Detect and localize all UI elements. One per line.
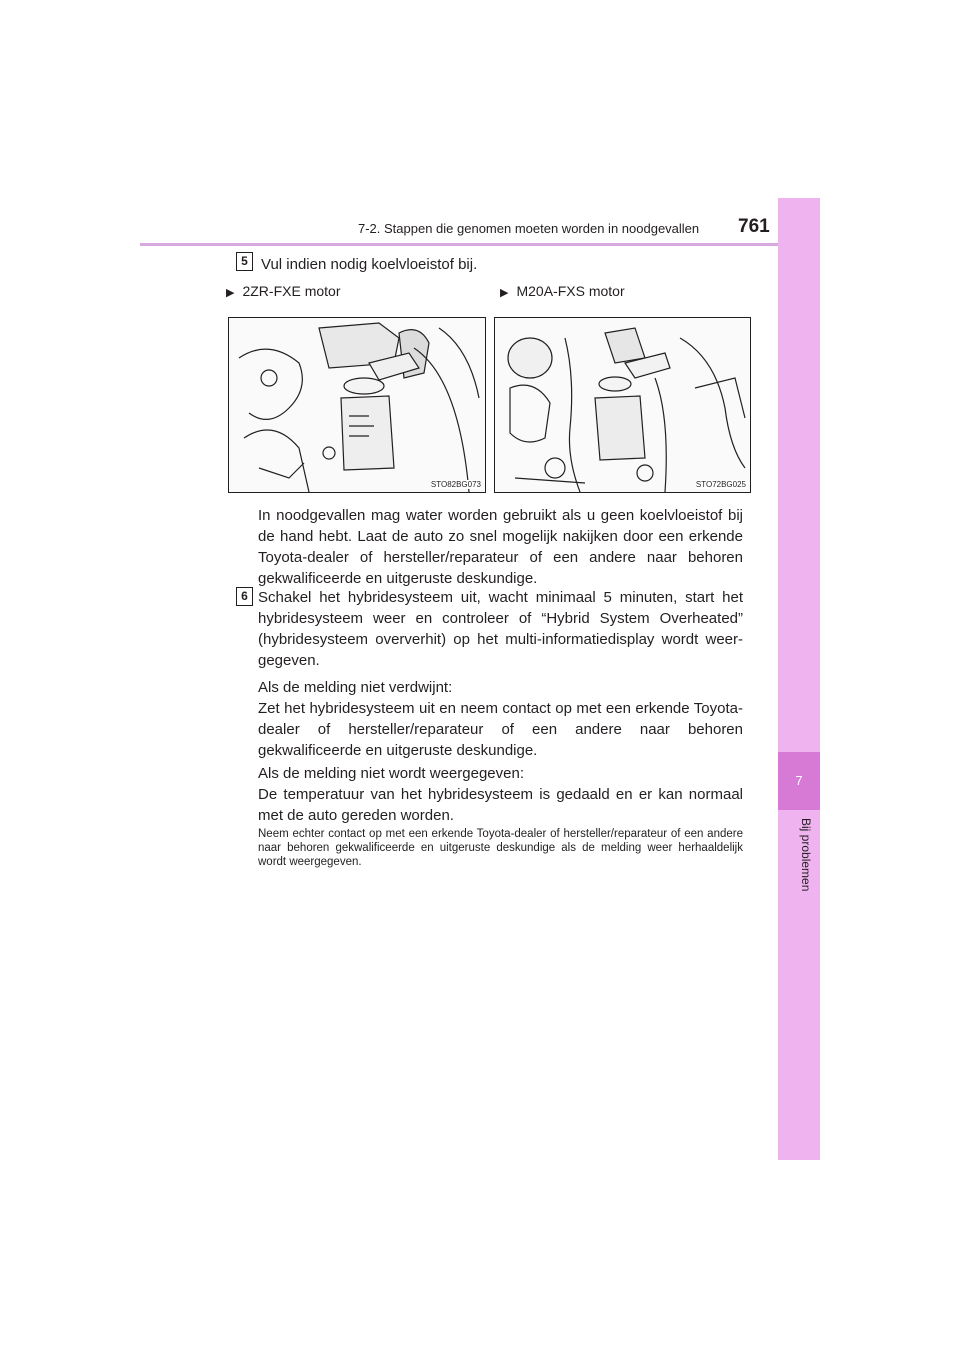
- chapter-label: Bij problemen: [799, 818, 813, 892]
- page-number: 761: [738, 216, 770, 237]
- figure-2zr-fxe-illustration: [228, 317, 486, 493]
- figure-2-code: STO72BG025: [695, 480, 746, 489]
- figure-1-caption: [226, 283, 340, 299]
- figure-1-caption-text: 2ZR-FXE motor: [242, 283, 341, 299]
- figure-1-code: STO82BG073: [430, 480, 481, 489]
- figure-2-caption: [500, 283, 625, 299]
- triangle-right-icon: ▶: [500, 287, 509, 299]
- figure-m20a-fxs-illustration: [494, 317, 751, 493]
- engine-coolant-drawing: [495, 318, 750, 492]
- step-6-text: Schakel het hybridesysteem uit, wacht minimaal 5 minuten, start het hybridesysteem weer en controleer of “Hybrid System Overheated” (hybridesysteem oververhit) op het multi-informatiedisplay wordt weer-gegeven.: [258, 589, 743, 669]
- chapter-side-tab: [778, 198, 820, 1160]
- repeat-warning-note: Neem echter contact op met een erkende Toyota-dealer of hersteller/reparateur of een andere naar behoren gekwalificeerde en uitgeruste deskundige als de melding weer herhaaldelijk wordt weergegeven.: [258, 828, 743, 868]
- step-6-badge: 6: [236, 587, 253, 606]
- triangle-right-icon: ▶: [226, 287, 235, 299]
- case-not-gone-text: Zet het hybridesysteem uit en neem contact op met een erkende Toyota-dealer of hersteller/reparateur of een andere naar behoren gekwalificeerde en uitgeruste deskundige.: [258, 700, 743, 759]
- case-not-shown-text: De temperatuur van het hybridesysteem is gedaald en er kan normaal met de auto gereden worden.: [258, 786, 743, 824]
- case-not-shown-title: Als de melding niet wordt weergegeven:: [258, 765, 524, 782]
- chapter-number: 7: [778, 752, 820, 810]
- figure-2-caption-text: M20A-FXS motor: [516, 283, 625, 299]
- emergency-water-paragraph: In noodgevallen mag water worden gebruikt als u geen koelvloeistof bij de hand hebt. Laat de auto zo snel mogelijk nakijken door een erkende Toyota-dealer of hersteller/reparateur of een andere naar behoren gekwalificeerde en uitgeruste deskundige.: [258, 507, 743, 587]
- case-not-gone-title: Als de melding niet verdwijnt:: [258, 679, 453, 696]
- engine-coolant-drawing: [229, 318, 485, 492]
- step-5-text: Vul indien nodig koelvloeistof bij.: [261, 256, 478, 273]
- header-divider: [140, 243, 820, 246]
- step-5-badge: 5: [236, 252, 253, 271]
- section-header: 7-2. Stappen die genomen moeten worden in noodgevallen: [358, 221, 700, 236]
